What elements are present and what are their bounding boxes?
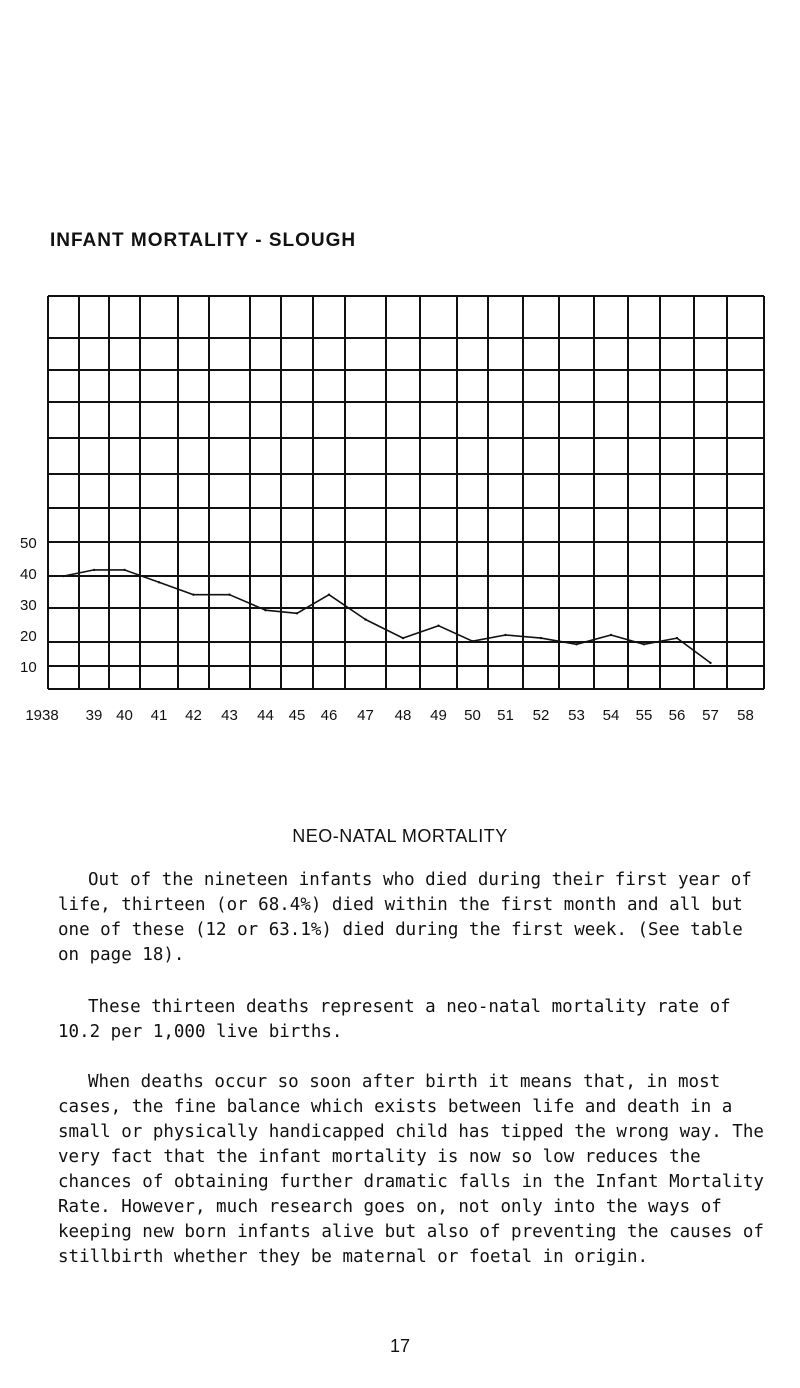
x-tick-label: 49 — [430, 707, 447, 724]
y-tick-label: 20 — [20, 628, 37, 645]
x-tick-label: 48 — [394, 707, 412, 724]
x-tick-label: 39 — [85, 707, 103, 724]
x-tick-label: 56 — [668, 707, 686, 724]
data-point — [709, 662, 711, 664]
data-point — [228, 594, 230, 596]
x-tick-label: 47 — [357, 707, 374, 724]
x-tick-label: 58 — [737, 707, 754, 724]
data-point — [364, 618, 366, 620]
x-tick-label: 53 — [568, 707, 585, 724]
x-tick-label: 52 — [532, 707, 550, 724]
data-point — [296, 612, 298, 614]
data-point — [93, 569, 95, 571]
x-tick-label: 57 — [702, 707, 719, 724]
y-tick-label: 10 — [20, 659, 37, 676]
x-axis-labels — [25, 707, 754, 724]
data-point — [264, 609, 266, 611]
x-tick-label: 41 — [150, 707, 168, 724]
x-tick-label: 42 — [185, 707, 202, 724]
data-point — [192, 594, 194, 596]
chart-title: INFANT MORTALITY - SLOUGH — [50, 230, 357, 251]
data-point — [676, 637, 678, 639]
y-tick-label: 30 — [20, 597, 37, 614]
page-number: 17 — [389, 1336, 411, 1356]
data-point — [504, 634, 506, 636]
x-tick-label: 43 — [221, 707, 238, 724]
data-point — [62, 575, 64, 577]
data-point — [610, 634, 612, 636]
paragraph-first — [58, 868, 768, 968]
paragraph-third: When deaths occur so soon after birth it means that, in most cases, the fine balance which exists between life and death in a small or physically handicapped child has tipped the wrong way. The very fact that the infant mortality is now so low reduces the chances of obtaining further dramatic falls in the Infant Mortality Rate. However, much research goes on, not only into the ways of keeping new born infants alive but also of preventing the causes of stillbirth whether they be maternal or foetal in origin. — [58, 1072, 764, 1267]
x-tick-label: 51 — [497, 707, 514, 724]
x-tick-label: 54 — [602, 707, 620, 724]
data-point — [328, 594, 330, 596]
data-point — [471, 640, 473, 642]
x-tick-label: 50 — [464, 707, 481, 724]
data-point — [643, 643, 645, 645]
data-point — [158, 581, 160, 583]
data-point — [437, 625, 439, 627]
chart-grid — [48, 296, 764, 689]
section-heading: NEO-NATAL MORTALITY — [292, 826, 508, 846]
x-tick-label: 40 — [116, 707, 133, 724]
data-point — [402, 637, 404, 639]
x-tick-label: 44 — [257, 707, 274, 724]
x-tick-label: 55 — [635, 707, 653, 724]
paragraph-first-text: Out of the nineteen infants who died during their first year of life, thirteen (or 68.4%) died within the first month and all but one of these (12 or 63.1%) died during the first week. (See table on page 18). — [58, 870, 752, 965]
y-tick-label: 50 — [20, 535, 37, 552]
x-tick-label: 46 — [320, 707, 338, 724]
data-point — [123, 569, 125, 571]
paragraph-second: These thirteen deaths represent a neo-natal mortality rate of 10.2 per 1,000 live births. — [58, 997, 731, 1042]
x-tick-label: 1938 — [25, 707, 59, 724]
x-tick-label: 45 — [288, 707, 306, 724]
data-point — [540, 637, 542, 639]
y-axis-labels — [20, 535, 37, 676]
y-tick-label: 40 — [20, 566, 37, 583]
data-point — [575, 643, 577, 645]
